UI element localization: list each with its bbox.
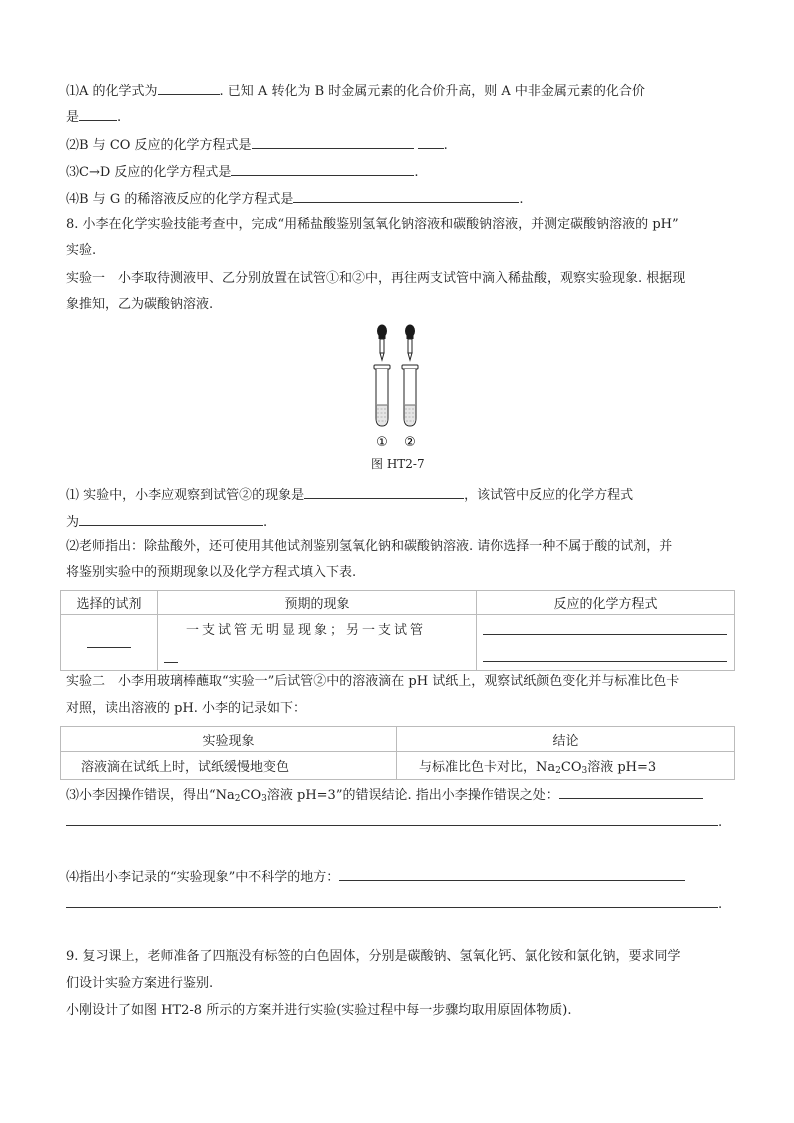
table-header: 选择的试剂: [61, 591, 158, 615]
test-tubes-figure: [360, 318, 440, 452]
answer-blank[interactable]: [559, 784, 703, 799]
answer-blank[interactable]: [79, 106, 117, 121]
tube-label: ①: [376, 435, 388, 450]
q8-experiment1-line2: 象推知，乙为碳酸钠溶液.: [66, 297, 214, 312]
answer-blank[interactable]: [87, 633, 131, 648]
answer-blank[interactable]: [252, 134, 414, 149]
answer-blank[interactable]: [66, 893, 718, 908]
answer-blank[interactable]: [483, 647, 727, 662]
q9-title-line2: 们设计实验方案进行鉴别.: [66, 976, 214, 991]
answer-blank[interactable]: [164, 648, 178, 663]
answer-blank[interactable]: [231, 161, 414, 176]
figure-caption: 图 HT2-7: [371, 457, 425, 471]
reagent-cell: [61, 615, 158, 671]
answer-blank[interactable]: [79, 511, 263, 526]
equation-cell: [477, 615, 735, 671]
test-tube-icon: [374, 365, 390, 426]
answer-blank[interactable]: [483, 620, 727, 635]
q8-sub1-line2: 为 .: [66, 511, 267, 532]
q8-experiment2-line2: 对照，读出溶液的 pH. 小李的记录如下：: [66, 701, 307, 716]
q8-sub3-line1: ⑶小李因操作错误，得出“$Na_2CO_3$溶液 pH=3”的错误结论. 指出小李操作错误之处：: [66, 784, 703, 808]
reagent-table: [60, 590, 735, 671]
q8-experiment2-line1: 实验二 小李用玻璃棒蘸取“实验一”后试管②中的溶液滴在 pH 试纸上，观察试纸颜色变化并与标准比色卡: [66, 674, 680, 689]
record-conclusion-cell: 与标准比色卡对比，$Na_2CO_3$溶液 pH=3: [397, 752, 735, 780]
q7-part3: ⑶C→D 反应的化学方程式是 .: [66, 161, 419, 182]
q8-sub2-line2: 将鉴别实验中的预期现象以及化学方程式填入下表.: [66, 565, 357, 580]
q9-title-line1: 9. 复习课上，老师准备了四瓶没有标签的白色固体，分别是碳酸钠、氢氧化钙、氯化铵和氯化钠，要求同学: [66, 949, 681, 964]
q7-part1-line1: ⑴A 的化学式为 . 已知 A 转化为 B 时金属元素的化合价升高，则 A 中非金属元素的化合价: [66, 80, 645, 101]
q8-sub1-line1: ⑴ 实验中，小李应观察到试管②的现象是 ，该试管中反应的化学方程式: [66, 484, 633, 505]
answer-blank[interactable]: [304, 484, 464, 499]
record-phenomenon-cell: 溶液滴在试纸上时，试纸缓慢地变色: [61, 752, 397, 780]
q8-title-line2: 实验.: [66, 243, 97, 258]
test-tube-icon: [402, 365, 418, 426]
table-header: 结论: [397, 727, 735, 752]
q9-description: 小刚设计了如图 HT2-8 所示的方案并进行实验(实验过程中每一步骤均取用原固体物质).: [66, 1003, 572, 1018]
q8-sub4-line2: .: [66, 893, 722, 914]
q7-part1-line2: 是 .: [66, 106, 121, 127]
table-header: 实验现象: [61, 727, 397, 752]
q8-title-line1: 8. 小李在化学实验技能考查中，完成“用稀盐酸鉴别氢氧化钠溶液和碳酸钠溶液，并测定碳酸钠溶液的 pH”: [66, 217, 679, 232]
tube-label: ②: [404, 435, 416, 450]
dropper-icon: [377, 325, 387, 361]
answer-blank[interactable]: [339, 866, 685, 881]
phenomenon-cell: 一支试管无明显现象；另一支试管: [158, 615, 477, 671]
table-header: 预期的现象: [158, 591, 477, 615]
table-header: 反应的化学方程式: [477, 591, 735, 615]
q7-part4: ⑷B 与 G 的稀溶液反应的化学方程式是 .: [66, 188, 523, 209]
q8-sub4-line1: ⑷指出小李记录的“实验现象”中不科学的地方：: [66, 866, 685, 887]
answer-blank[interactable]: [418, 134, 444, 149]
q7-part2: ⑵B 与 CO 反应的化学方程式是 .: [66, 134, 448, 155]
q8-sub3-line2: .: [66, 811, 722, 832]
answer-blank[interactable]: [66, 811, 718, 826]
dropper-icon: [405, 325, 415, 361]
q8-experiment1-line1: 实验一 小李取待测液甲、乙分别放置在试管①和②中，再往两支试管中滴入稀盐酸，观察实验现象. 根据现: [66, 271, 686, 286]
record-table: [60, 726, 735, 780]
answer-blank[interactable]: [293, 188, 519, 203]
q8-sub2-line1: ⑵老师指出：除盐酸外，还可使用其他试剂鉴别氢氧化钠和碳酸钠溶液. 请你选择一种不属于酸的试剂，并: [66, 539, 673, 554]
answer-blank[interactable]: [158, 80, 220, 95]
